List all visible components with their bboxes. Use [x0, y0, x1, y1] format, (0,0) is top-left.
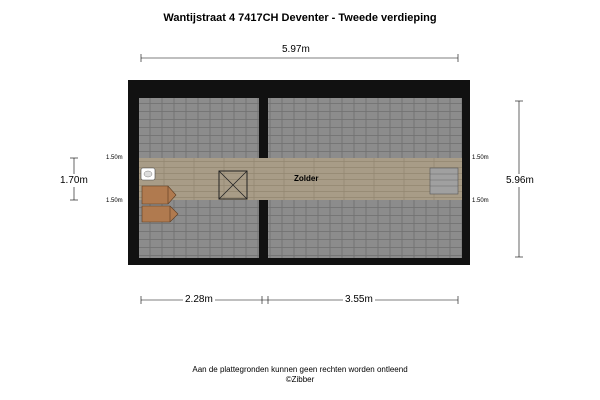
dimension-left-height: 1.70m [60, 175, 88, 186]
dimension-left-upper: 1.50m [106, 155, 123, 161]
dimension-bottom-left: 2.28m [185, 294, 213, 305]
dimension-left-lower: 1.50m [106, 198, 123, 204]
staircase [430, 168, 458, 194]
room-label: Zolder [294, 174, 319, 183]
dimension-bottom-right: 3.55m [345, 294, 373, 305]
washbasin-icon [141, 168, 155, 180]
dimension-right-lower: 1.50m [472, 198, 489, 204]
plan-title: Wantijstraat 4 7417CH Deventer - Tweede verdieping [163, 12, 437, 24]
footer-credit: ©Zibber [285, 375, 315, 384]
footer-disclaimer: Aan de plattegronden kunnen geen rechten worden ontleend [192, 365, 408, 374]
dimension-right-upper: 1.50m [472, 155, 489, 161]
dimension-right-height: 5.96m [506, 175, 534, 186]
dimension-top-width: 5.97m [282, 44, 310, 55]
chair-icon [142, 206, 178, 222]
dimension-line-top [141, 54, 458, 62]
